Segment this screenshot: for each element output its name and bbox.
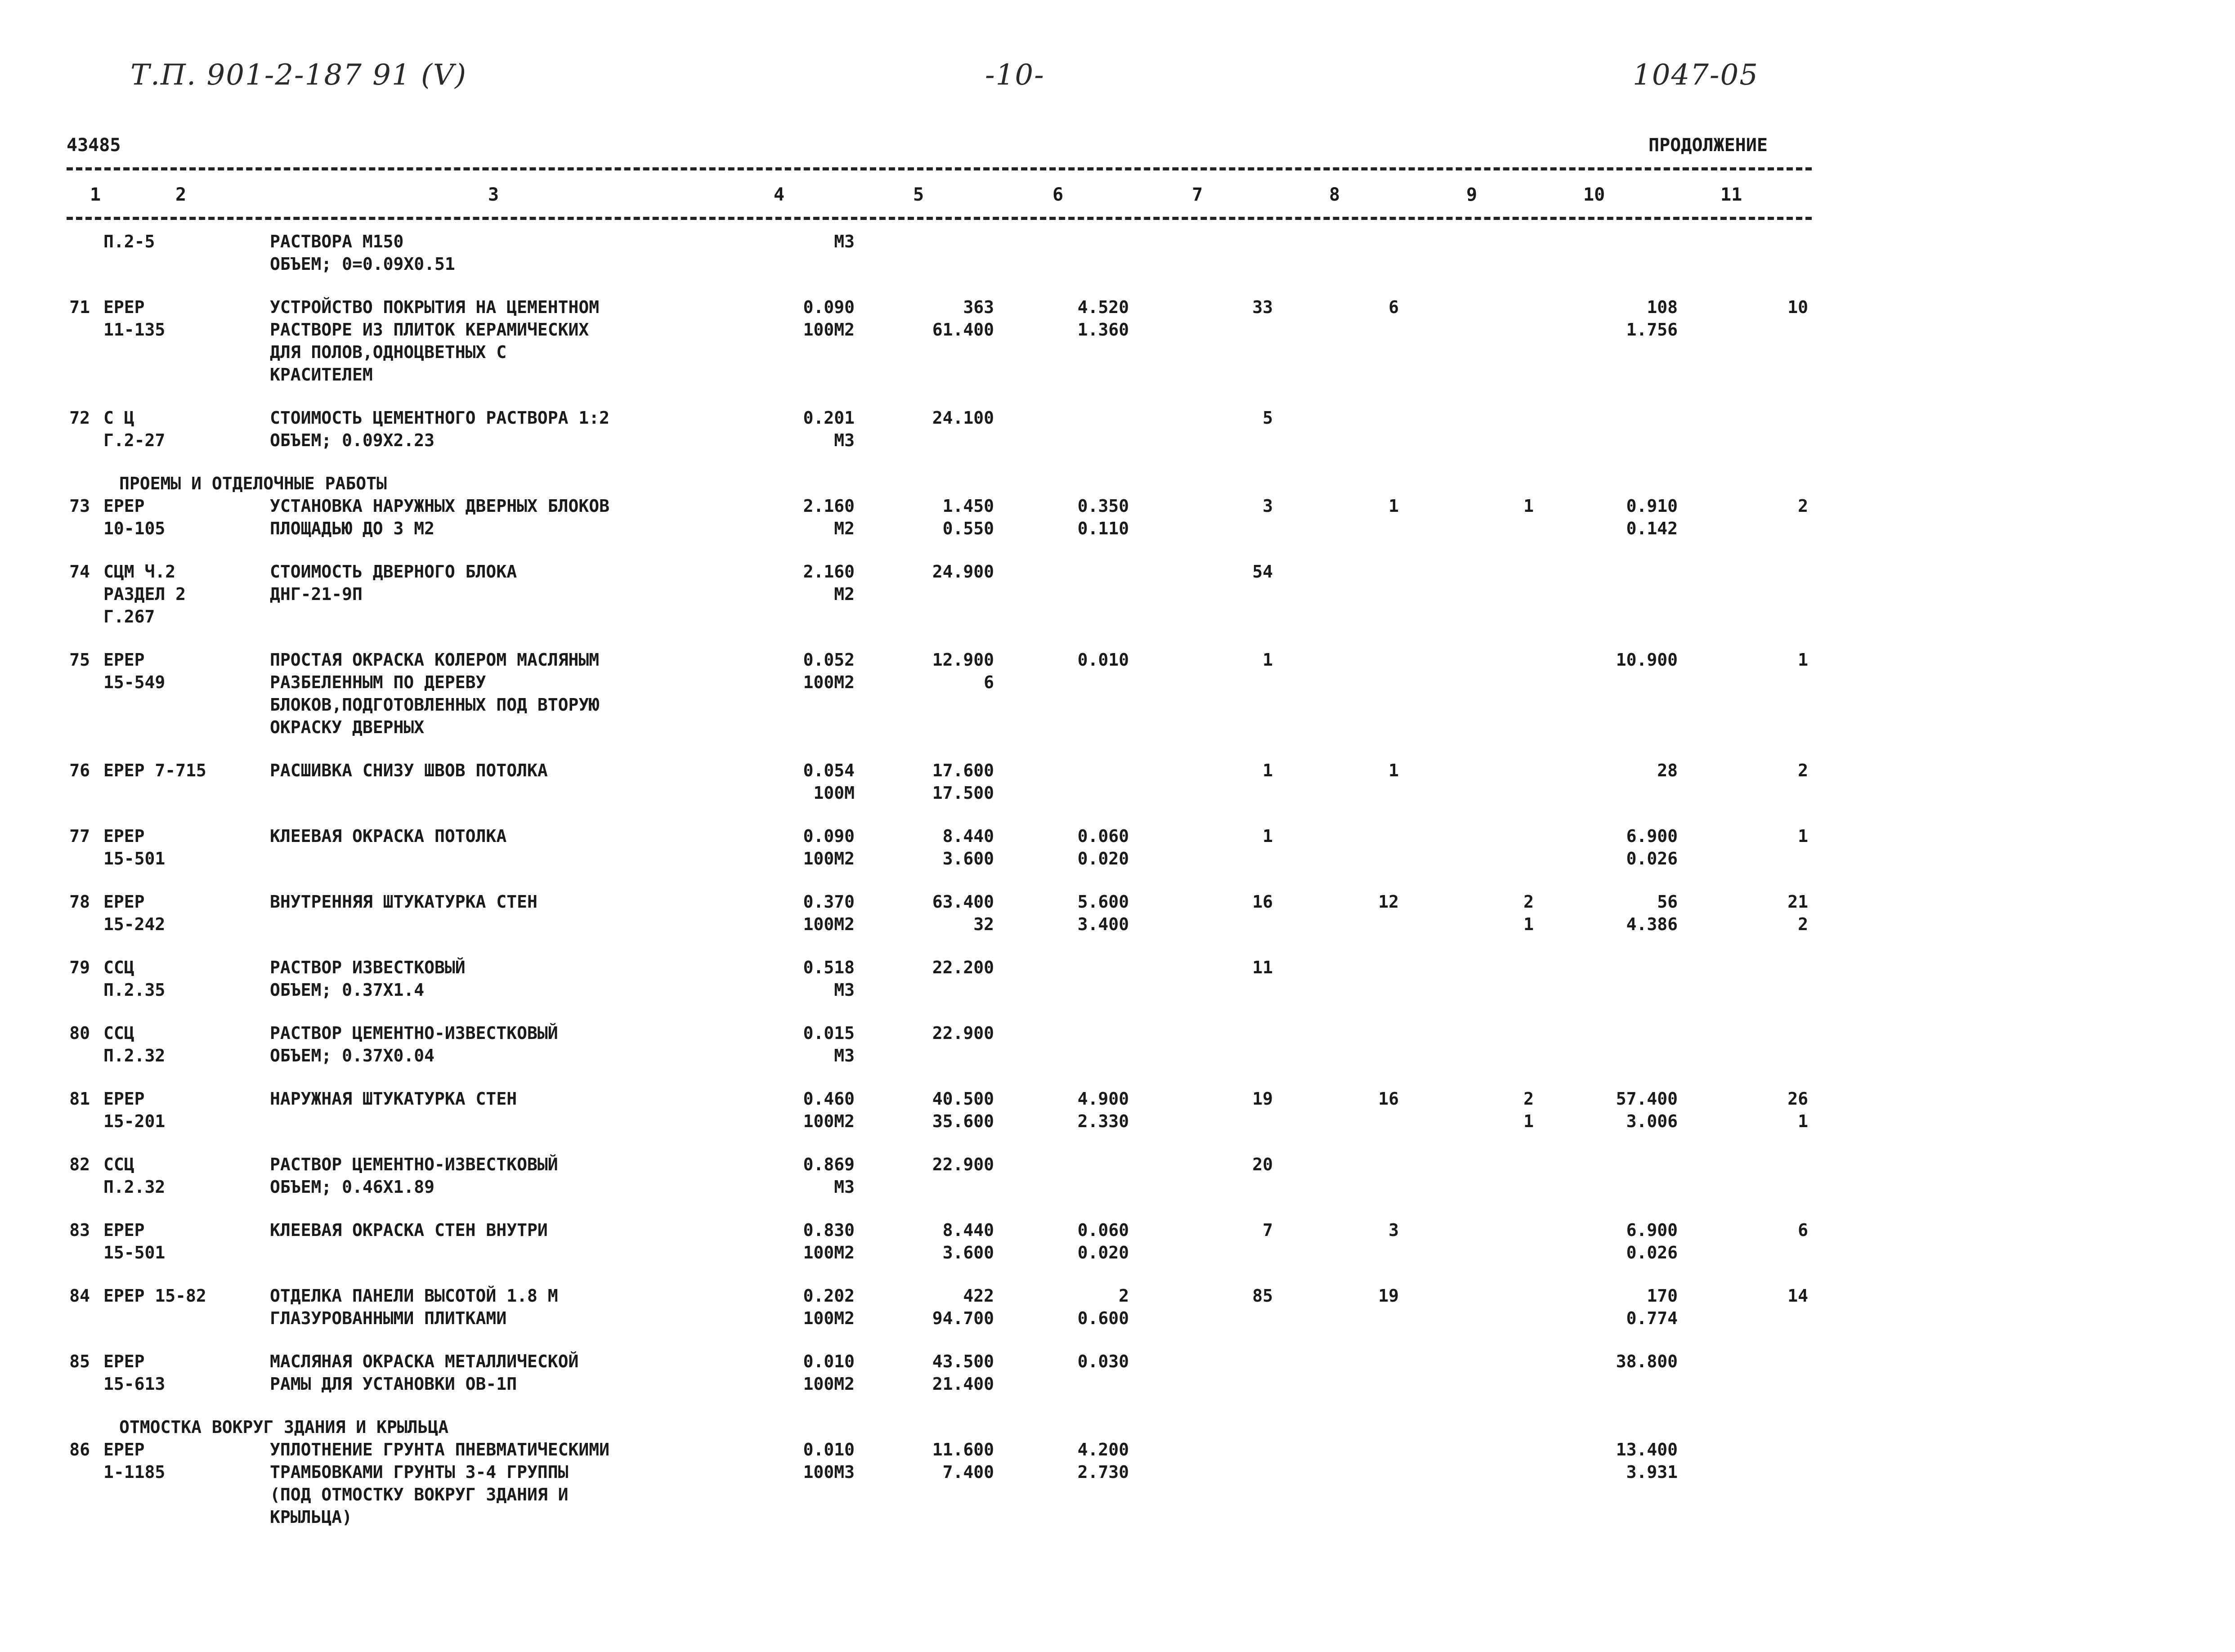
cell-c5: 40.500 35.600: [932, 1089, 994, 1131]
cell-code: С Ц Г.2-27: [103, 408, 166, 450]
cell-c6: 0.010: [1077, 650, 1129, 670]
cell-c4: 0.869 М3: [803, 1155, 855, 1197]
cell-c4: 0.202 100М2: [803, 1286, 855, 1328]
cell-c4: 0.054 100М: [803, 761, 855, 803]
cell-c7: 19: [1252, 1089, 1273, 1109]
cell-c5: 1.450 0.550: [942, 496, 994, 538]
cell-c11: 2: [1798, 496, 1808, 516]
cell-c7: 33: [1252, 297, 1273, 317]
cell-desc: РАСТВОРА М150 ОБЪЕМ; 0=0.09Х0.51: [270, 232, 455, 274]
cell-c11: 26 1: [1787, 1089, 1808, 1131]
cell-code: ЕРЕР 15-501: [103, 1220, 166, 1263]
cell-code: П.2-5: [103, 232, 155, 251]
cell-c8: 3: [1388, 1220, 1399, 1240]
cell-c9: 1: [1523, 496, 1534, 516]
header-bottom-rule: [67, 217, 1812, 220]
cell-c10: 57.400 3.006: [1616, 1089, 1678, 1131]
cell-desc: УСТРОЙСТВО ПОКРЫТИЯ НА ЦЕМЕНТНОМ РАСТВОРЕ ИЗ ПЛИТОК КЕРАМИЧЕСКИХ ДЛЯ ПОЛОВ,ОДНОЦВЕТНЫХ С КРАСИТЕЛЕМ: [270, 297, 600, 385]
cell-c5: 63.400 32: [932, 892, 994, 934]
cell-c10: 10.900: [1616, 650, 1678, 670]
cell-code: СЦМ Ч.2 РАЗДЕЛ 2 Г.267: [103, 562, 186, 627]
cell-c10: 6.900 0.026: [1626, 1220, 1678, 1263]
cell-code: ССЦ П.2.35: [103, 958, 166, 1000]
cell-c6: 0.060 0.020: [1077, 826, 1129, 869]
cell-c11: 14: [1787, 1286, 1808, 1306]
section-heading: ОТМОСТКА ВОКРУГ ЗДАНИЯ И КРЫЛЬЦА: [119, 1417, 449, 1437]
sheet-code: 1047-05: [1633, 58, 1759, 92]
cell-code: ЕРЕР 15-501: [103, 826, 166, 869]
cell-c4: 0.015 М3: [803, 1023, 855, 1066]
cell-num: 82: [69, 1155, 90, 1174]
cell-c5: 17.600 17.500: [932, 761, 994, 803]
cell-code: ЕРЕР 11-135: [103, 297, 166, 340]
cell-c6: 4.900 2.330: [1077, 1089, 1129, 1131]
cell-c5: 11.600 7.400: [932, 1440, 994, 1482]
cell-num: 75: [69, 650, 90, 670]
cell-c5: 8.440 3.600: [942, 826, 994, 869]
cell-c5: 422 94.700: [932, 1286, 994, 1328]
cell-c9: 2 1: [1523, 1089, 1534, 1131]
cell-c10: 28: [1657, 761, 1678, 780]
cell-num: 81: [69, 1089, 90, 1109]
cell-c10: 56 4.386: [1626, 892, 1678, 934]
cell-c7: 85: [1252, 1286, 1273, 1306]
table-row: [0, 1022, 1844, 1067]
table-row: [0, 1153, 1844, 1198]
column-header-7: 7: [1192, 184, 1203, 205]
cell-num: 79: [69, 958, 90, 977]
cell-desc: УПЛОТНЕНИЕ ГРУНТА ПНЕВМАТИЧЕСКИМИ ТРАМБОВКАМИ ГРУНТЫ 3-4 ГРУППЫ (ПОД ОТМОСТКУ ВОКРУГ ЗДАНИЯ И КРЫЛЬЦА): [270, 1440, 609, 1527]
cell-c5: 24.900: [932, 562, 994, 582]
cell-c7: 1: [1263, 650, 1273, 670]
cell-c7: 20: [1252, 1155, 1273, 1174]
cell-c5: 12.900 6: [932, 650, 994, 692]
cell-c8: 12: [1378, 892, 1399, 912]
cell-c8: 16: [1378, 1089, 1399, 1109]
cell-desc: РАСШИВКА СНИЗУ ШВОВ ПОТОЛКА: [270, 761, 548, 780]
cell-c10: 6.900 0.026: [1626, 826, 1678, 869]
cell-c4: 0.090 100М2: [803, 297, 855, 340]
cell-c10: 13.400 3.931: [1616, 1440, 1678, 1482]
cell-num: 84: [69, 1286, 90, 1306]
column-header-3: 3: [488, 184, 499, 205]
cell-c11: 1: [1798, 826, 1808, 846]
cell-c8: 1: [1388, 761, 1399, 780]
cell-c11: 1: [1798, 650, 1808, 670]
cell-c6: 0.350 0.110: [1077, 496, 1129, 538]
column-header-4: 4: [774, 184, 785, 205]
table-row: [0, 407, 1844, 452]
cell-desc: НАРУЖНАЯ ШТУКАТУРКА СТЕН: [270, 1089, 517, 1109]
cell-code: ЕРЕР 15-549: [103, 650, 166, 692]
cell-desc: ПРОСТАЯ ОКРАСКА КОЛЕРОМ МАСЛЯНЫМ РАЗБЕЛЕННЫМ ПО ДЕРЕВУ БЛОКОВ,ПОДГОТОВЛЕННЫХ ПОД ВТОРУЮ ОКРАСКУ ДВЕРНЫХ: [270, 650, 600, 737]
table-row: [0, 759, 1844, 804]
cell-c4: 0.460 100М2: [803, 1089, 855, 1131]
cell-c4: 0.010 100М2: [803, 1352, 855, 1394]
cell-c5: 22.900: [932, 1155, 994, 1174]
cell-desc: СТОИМОСТЬ ЦЕМЕНТНОГО РАСТВОРА 1:2 ОБЪЕМ; 0.09Х2.23: [270, 408, 609, 450]
column-header-10: 10: [1583, 184, 1605, 205]
cell-desc: СТОИМОСТЬ ДВЕРНОГО БЛОКА ДНГ-21-9П: [270, 562, 517, 604]
cell-c5: 22.900: [932, 1023, 994, 1043]
cell-code: ЕРЕР 15-242: [103, 892, 166, 934]
cell-desc: МАСЛЯНАЯ ОКРАСКА МЕТАЛЛИЧЕСКОЙ РАМЫ ДЛЯ УСТАНОВКИ ОВ-1П: [270, 1352, 579, 1394]
cell-desc: РАСТВОР ИЗВЕСТКОВЫЙ ОБЪЕМ; 0.37Х1.4: [270, 958, 466, 1000]
cell-num: 71: [69, 297, 90, 317]
cell-code: ЕРЕР 15-613: [103, 1352, 166, 1394]
column-header-8: 8: [1329, 184, 1340, 205]
estimate-code: 43485: [67, 135, 121, 156]
cell-c6: 0.030: [1077, 1352, 1129, 1371]
cell-c8: 19: [1378, 1286, 1399, 1306]
cell-c7: 1: [1263, 761, 1273, 780]
cell-c10: 0.910 0.142: [1626, 496, 1678, 538]
cell-num: 83: [69, 1220, 90, 1240]
cell-c5: 8.440 3.600: [942, 1220, 994, 1263]
table-row: [0, 560, 1844, 628]
cell-desc: УСТАНОВКА НАРУЖНЫХ ДВЕРНЫХ БЛОКОВ ПЛОЩАДЬЮ ДО 3 М2: [270, 496, 609, 538]
cell-c7: 1: [1263, 826, 1273, 846]
column-header-6: 6: [1053, 184, 1064, 205]
cell-c4: 2.160 М2: [803, 496, 855, 538]
estimate-rows: [0, 230, 1844, 1549]
cell-num: 72: [69, 408, 90, 428]
cell-c4: 2.160 М2: [803, 562, 855, 604]
table-row: [0, 230, 1844, 275]
cell-c6: 5.600 3.400: [1077, 892, 1129, 934]
cell-c7: 16: [1252, 892, 1273, 912]
cell-desc: КЛЕЕВАЯ ОКРАСКА ПОТОЛКА: [270, 826, 507, 846]
cell-code: ССЦ П.2.32: [103, 1155, 166, 1197]
cell-c7: 3: [1263, 496, 1273, 516]
table-row: [0, 1350, 1844, 1395]
cell-c10: 38.800: [1616, 1352, 1678, 1371]
cell-code: ЕРЕР 1-1185: [103, 1440, 166, 1482]
cell-c11: 21 2: [1787, 892, 1808, 934]
cell-c4: 0.830 100М2: [803, 1220, 855, 1263]
cell-c6: 4.200 2.730: [1077, 1440, 1129, 1482]
cell-desc: ОТДЕЛКА ПАНЕЛИ ВЫСОТОЙ 1.8 М ГЛАЗУРОВАННЫМИ ПЛИТКАМИ: [270, 1286, 558, 1328]
continuation-label: ПРОДОЛЖЕНИЕ: [1648, 135, 1768, 156]
table-row: [0, 495, 1844, 540]
cell-c6: 0.060 0.020: [1077, 1220, 1129, 1263]
cell-c10: 170 0.774: [1626, 1286, 1678, 1328]
cell-num: 78: [69, 892, 90, 912]
cell-c5: 22.200: [932, 958, 994, 977]
page-number: -10-: [985, 58, 1045, 92]
cell-num: 74: [69, 562, 90, 582]
cell-num: 85: [69, 1352, 90, 1371]
table-top-rule: [67, 167, 1812, 170]
column-header-9: 9: [1466, 184, 1478, 205]
column-header-5: 5: [913, 184, 924, 205]
table-row: [0, 1438, 1844, 1528]
cell-code: ССЦ П.2.32: [103, 1023, 166, 1066]
document-number: Т.П. 901-2-187 91 (V): [130, 58, 467, 92]
cell-c9: 2 1: [1523, 892, 1534, 934]
cell-c4: 0.518 М3: [803, 958, 855, 1000]
cell-c11: 2: [1798, 761, 1808, 780]
cell-code: ЕРЕР 7-715: [103, 761, 206, 780]
table-row: [0, 1088, 1844, 1133]
cell-c11: 6: [1798, 1220, 1808, 1240]
cell-code: ЕРЕР 15-82: [103, 1286, 206, 1306]
cell-desc: ВНУТРЕННЯЯ ШТУКАТУРКА СТЕН: [270, 892, 537, 912]
cell-c4: 0.090 100М2: [803, 826, 855, 869]
cell-code: ЕРЕР 10-105: [103, 496, 166, 538]
cell-c7: 54: [1252, 562, 1273, 582]
cell-c6: 4.520 1.360: [1077, 297, 1129, 340]
cell-c8: 1: [1388, 496, 1399, 516]
cell-num: 80: [69, 1023, 90, 1043]
table-row: [0, 891, 1844, 936]
cell-c4: М3: [834, 232, 855, 251]
cell-c4: 0.052 100М2: [803, 650, 855, 692]
cell-c10: 108 1.756: [1626, 297, 1678, 340]
column-header-11: 11: [1720, 184, 1742, 205]
cell-c5: 43.500 21.400: [932, 1352, 994, 1394]
column-header-row: [0, 184, 1844, 211]
table-row: [0, 1219, 1844, 1264]
cell-c7: 5: [1263, 408, 1273, 428]
table-row: [0, 1285, 1844, 1330]
cell-c4: 0.370 100М2: [803, 892, 855, 934]
cell-num: 86: [69, 1440, 90, 1459]
cell-c11: 10: [1787, 297, 1808, 317]
cell-c4: 0.010 100М3: [803, 1440, 855, 1482]
cell-desc: РАСТВОР ЦЕМЕНТНО-ИЗВЕСТКОВЫЙ ОБЪЕМ; 0.37Х0.04: [270, 1023, 558, 1066]
table-row: [0, 825, 1844, 870]
cell-c5: 363 61.400: [932, 297, 994, 340]
cell-c4: 0.201 М3: [803, 408, 855, 450]
cell-desc: РАСТВОР ЦЕМЕНТНО-ИЗВЕСТКОВЫЙ ОБЪЕМ; 0.46Х1.89: [270, 1155, 558, 1197]
cell-c7: 11: [1252, 958, 1273, 977]
column-header-1: 1: [90, 184, 101, 205]
column-header-2: 2: [175, 184, 187, 205]
cell-c5: 24.100: [932, 408, 994, 428]
cell-c8: 6: [1388, 297, 1399, 317]
table-row: [0, 649, 1844, 739]
section-heading: ПРОЕМЫ И ОТДЕЛОЧНЫЕ РАБОТЫ: [119, 474, 387, 493]
cell-num: 77: [69, 826, 90, 846]
cell-c6: 2 0.600: [1077, 1286, 1129, 1328]
table-row: [0, 296, 1844, 386]
cell-desc: КЛЕЕВАЯ ОКРАСКА СТЕН ВНУТРИ: [270, 1220, 548, 1240]
cell-num: 76: [69, 761, 90, 780]
table-row: [0, 956, 1844, 1001]
cell-code: ЕРЕР 15-201: [103, 1089, 166, 1131]
cell-c7: 7: [1263, 1220, 1273, 1240]
cell-num: 73: [69, 496, 90, 516]
